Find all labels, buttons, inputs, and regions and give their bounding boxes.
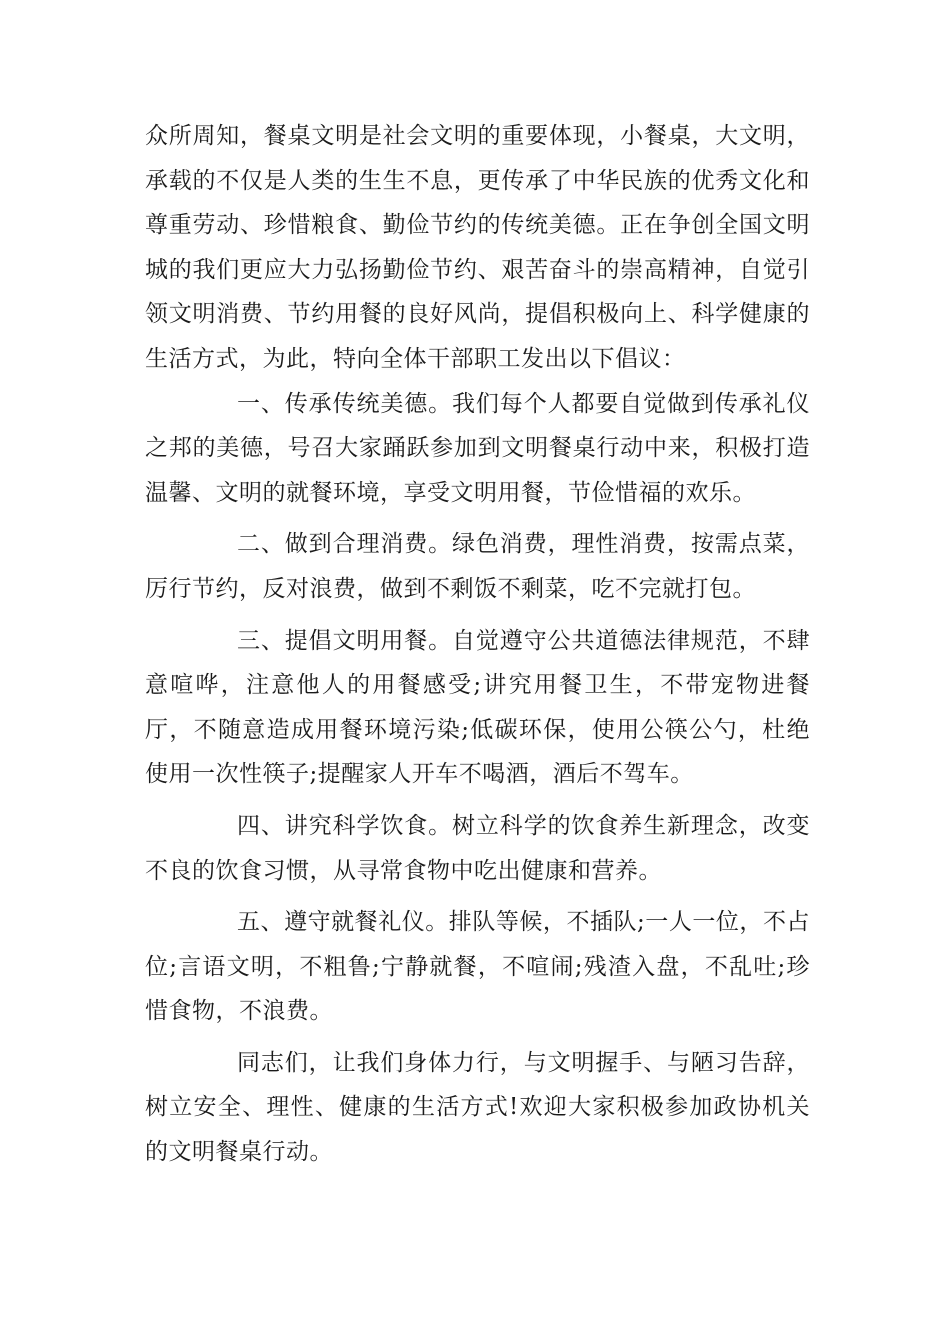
proposal-paragraph-2: 二、做到合理消费。绿色消费，理性消费，按需点菜，厉行节约，反对浪费，做到不剩饭不剩菜，吃不完就打包。 [145,531,810,602]
proposal-paragraph-5: 五、遵守就餐礼仪。排队等候，不插队;一人一位，不占位;言语文明，不粗鲁;宁静就餐，不喧闹;残渣入盘，不乱吐;珍惜食物，不浪费。 [145,909,810,1025]
proposal-paragraph-4: 四、讲究科学饮食。树立科学的饮食养生新理念，改变不良的饮食习惯，从寻常食物中吃出健康和营养。 [145,812,810,884]
intro-paragraph: 众所周知，餐桌文明是社会文明的重要体现，小餐桌，大文明，承载的不仅是人类的生生不息，更传承了中华民族的优秀文化和尊重劳动、珍惜粮食、勤俭节约的传统美德。正在争创全国文明城的我们更应大力弘扬勤俭节约、艰苦奋斗的崇高精神，自觉引领文明消费、节约用餐的良好风尚，提倡积极向上、科学健康的生活方式，为此，特向全体干部职工发出以下倡议： [145,123,810,372]
proposal-paragraph-1: 一、传承传统美德。我们每个人都要自觉做到传承礼仪之邦的美德，号召大家踊跃参加到文明餐桌行动中来，积极打造温馨、文明的就餐环境，享受文明用餐，节俭惜福的欢乐。 [145,390,810,506]
closing-paragraph: 同志们，让我们身体力行，与文明握手、与陋习告辞，树立安全、理性、健康的生活方式!欢迎大家积极参加政协机关的文明餐桌行动。 [145,1049,810,1166]
document-body [145,114,810,1175]
proposal-paragraph-3: 三、提倡文明用餐。自觉遵守公共道德法律规范，不肆意喧哗，注意他人的用餐感受;讲究用餐卫生，不带宠物进餐厅，不随意造成用餐环境污染;低碳环保，使用公筷公勺，杜绝使用一次性筷子;提醒家人开车不喝酒，酒后不驾车。 [145,627,810,788]
